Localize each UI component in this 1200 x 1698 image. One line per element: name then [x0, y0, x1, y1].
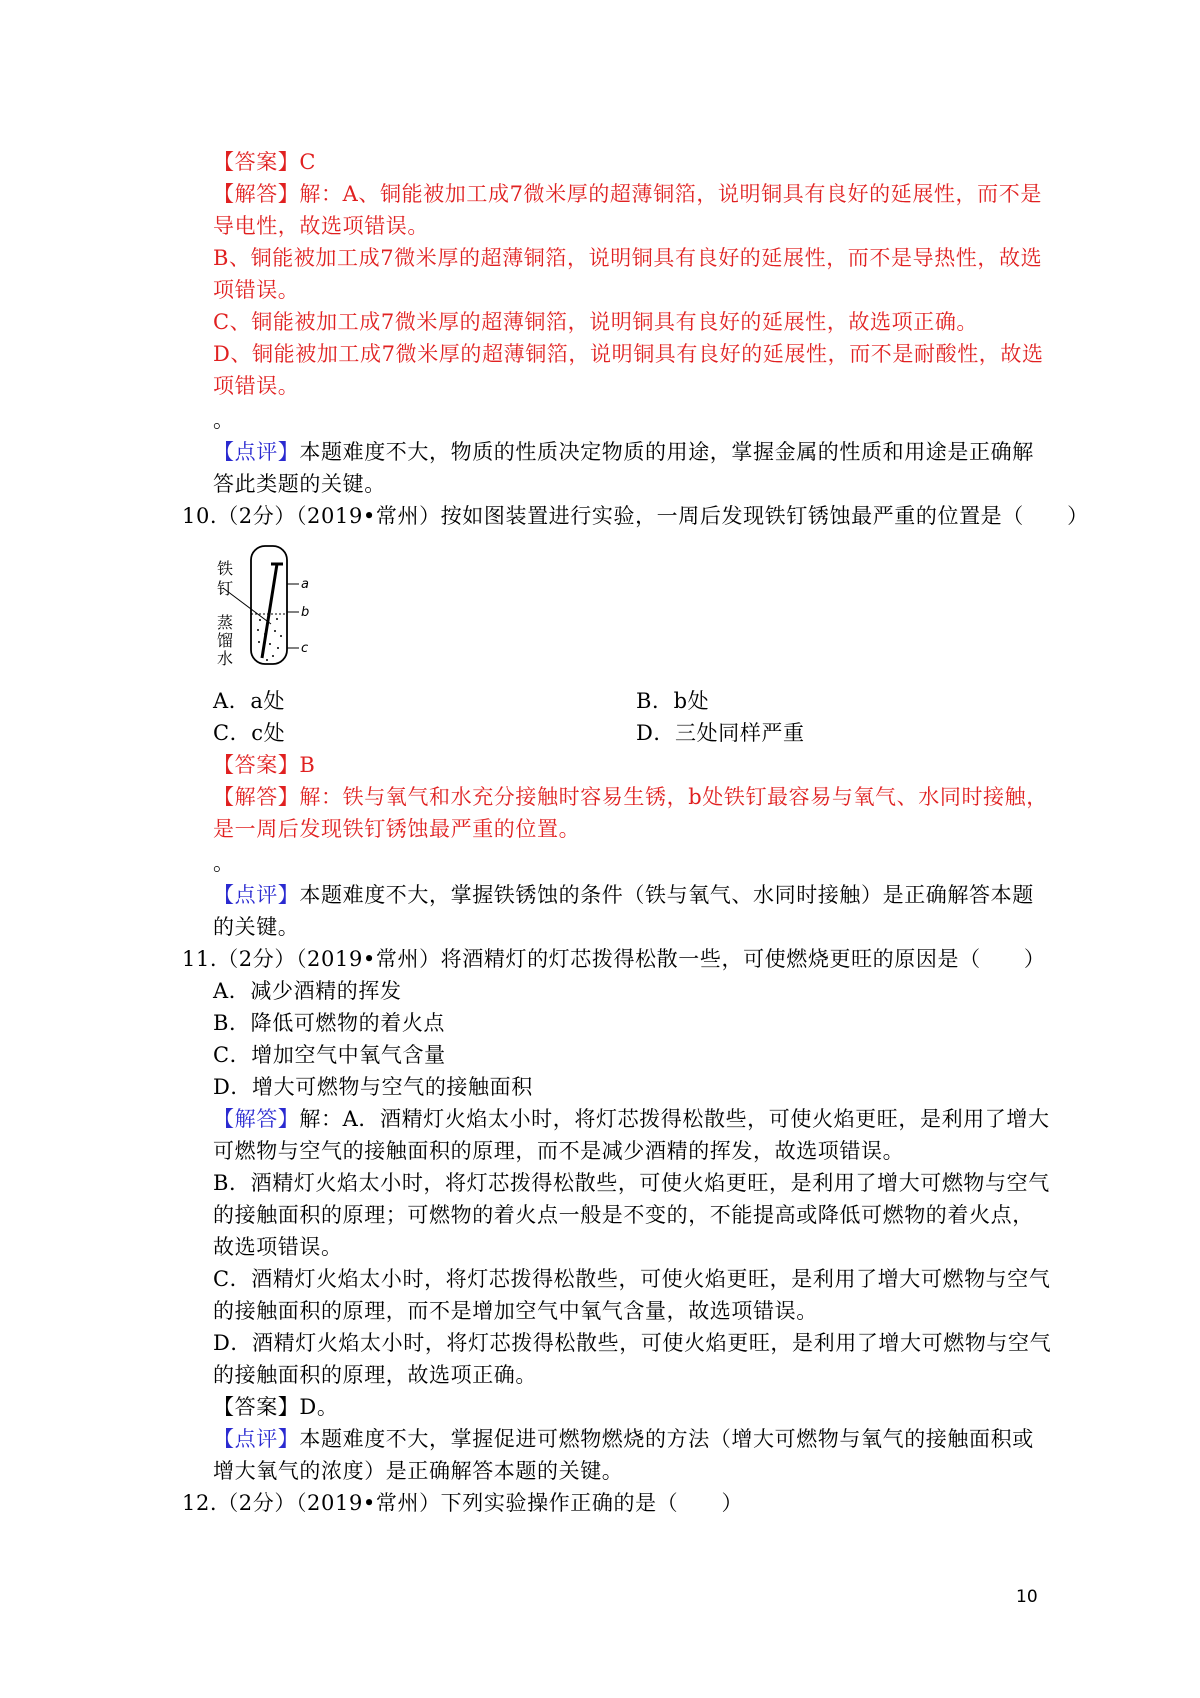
q11-option: A．减少酒精的挥发	[213, 979, 402, 1003]
q9-analysis-line: 项错误。	[213, 278, 300, 302]
q10-answer: 【答案】B	[213, 753, 316, 777]
q10-test-tube-figure	[215, 544, 325, 674]
q9-analysis-line: 项错误。	[213, 374, 300, 398]
q11-answer: 【答案】D。	[213, 1395, 339, 1419]
q11-analysis-line: 的接触面积的原理，而不是增加空气中氧气含量，故选项错误。	[213, 1299, 818, 1323]
label-nail: 钉	[217, 579, 234, 598]
q10-comment-line: 的关键。	[213, 915, 300, 939]
q9-analysis-line: C、铜能被加工成7微米厚的超薄铜箔，说明铜具有良好的延展性，故选项正确。	[213, 310, 979, 334]
q9-period: 。	[213, 408, 235, 432]
q11-option: C．增加空气中氧气含量	[213, 1043, 446, 1067]
q11-analysis-line: 可燃物与空气的接触面积的原理，而不是减少酒精的挥发，故选项错误。	[213, 1139, 905, 1163]
q9-analysis-line: 【解答】解：A、铜能被加工成7微米厚的超薄铜箔，说明铜具有良好的延展性，而不是	[213, 182, 1042, 206]
q11-analysis-line: C．酒精灯火焰太小时，将灯芯拨得松散些，可使火焰更旺，是利用了增大可燃物与空气	[213, 1267, 1051, 1291]
q11-stem: 11.（2分）（2019•常州）将酒精灯的灯芯拨得松散一些，可使燃烧更旺的原因是（ ）	[182, 947, 1046, 971]
q9-comment-line: 答此类题的关键。	[213, 472, 386, 496]
q11-option: B．降低可燃物的着火点	[213, 1011, 446, 1035]
q12-stem: 12.（2分）（2019•常州）下列实验操作正确的是（ ）	[182, 1491, 744, 1515]
q11-analysis: 【解答】解：A．酒精灯火焰太小时，将灯芯拨得松散些，可使火焰更旺，是利用了增大	[213, 1107, 1050, 1131]
q10-analysis-line: 【解答】解：铁与氧气和水充分接触时容易生锈，b处铁钉最容易与氧气、水同时接触，	[213, 785, 1048, 809]
q10-option-d: D．三处同样严重	[636, 721, 805, 745]
q9-analysis-line: B、铜能被加工成7微米厚的超薄铜箔，说明铜具有良好的延展性，而不是导热性，故选	[213, 246, 1043, 270]
label-water: 蒸	[217, 613, 234, 632]
q11-analysis-line: 的接触面积的原理，故选项正确。	[213, 1363, 537, 1387]
q10-option-c: C．c处	[213, 721, 286, 745]
q11-comment-line: 增大氧气的浓度）是正确解答本题的关键。	[213, 1459, 624, 1483]
q11-analysis-line: D．酒精灯火焰太小时，将灯芯拨得松散些，可使火焰更旺，是利用了增大可燃物与空气	[213, 1331, 1052, 1355]
label-water: 水	[217, 649, 234, 668]
mark-c: c	[301, 641, 309, 656]
label-nail: 铁	[217, 559, 234, 578]
q11-option: D．增大可燃物与空气的接触面积	[213, 1075, 533, 1099]
q10-stem: 10.（2分）（2019•常州）按如图装置进行实验，一周后发现铁钉锈蚀最严重的位置是（ ）	[182, 504, 1089, 528]
q11-analysis-line: B．酒精灯火焰太小时，将灯芯拨得松散些，可使火焰更旺，是利用了增大可燃物与空气	[213, 1171, 1050, 1195]
page-number: 10	[1016, 1587, 1038, 1607]
label-water: 馏	[217, 631, 234, 650]
q9-answer: 【答案】C	[213, 150, 317, 174]
q9-comment: 【点评】本题难度不大，物质的性质决定物质的用途，掌握金属的性质和用途是正确解	[213, 440, 1034, 464]
q10-analysis-line: 是一周后发现铁钉锈蚀最严重的位置。	[213, 817, 581, 841]
q11-analysis-line: 的接触面积的原理；可燃物的着火点一般是不变的，不能提高或降低可燃物的着火点，	[213, 1203, 1034, 1227]
q9-analysis-line: 导电性，故选项错误。	[213, 214, 429, 238]
q10-period: 。	[213, 851, 235, 875]
q10-option-b: B．b处	[636, 689, 710, 713]
water-dots	[257, 618, 282, 661]
mark-b: b	[301, 605, 310, 620]
q10-option-a: A．a处	[213, 689, 286, 713]
q10-comment: 【点评】本题难度不大，掌握铁锈蚀的条件（铁与氧气、水同时接触）是正确解答本题	[213, 883, 1034, 907]
mark-a: a	[301, 577, 309, 592]
q9-analysis-line: D、铜能被加工成7微米厚的超薄铜箔，说明铜具有良好的延展性，而不是耐酸性，故选	[213, 342, 1044, 366]
q11-analysis-line: 故选项错误。	[213, 1235, 343, 1259]
q11-comment: 【点评】本题难度不大，掌握促进可燃物燃烧的方法（增大可燃物与氧气的接触面积或	[213, 1427, 1034, 1451]
